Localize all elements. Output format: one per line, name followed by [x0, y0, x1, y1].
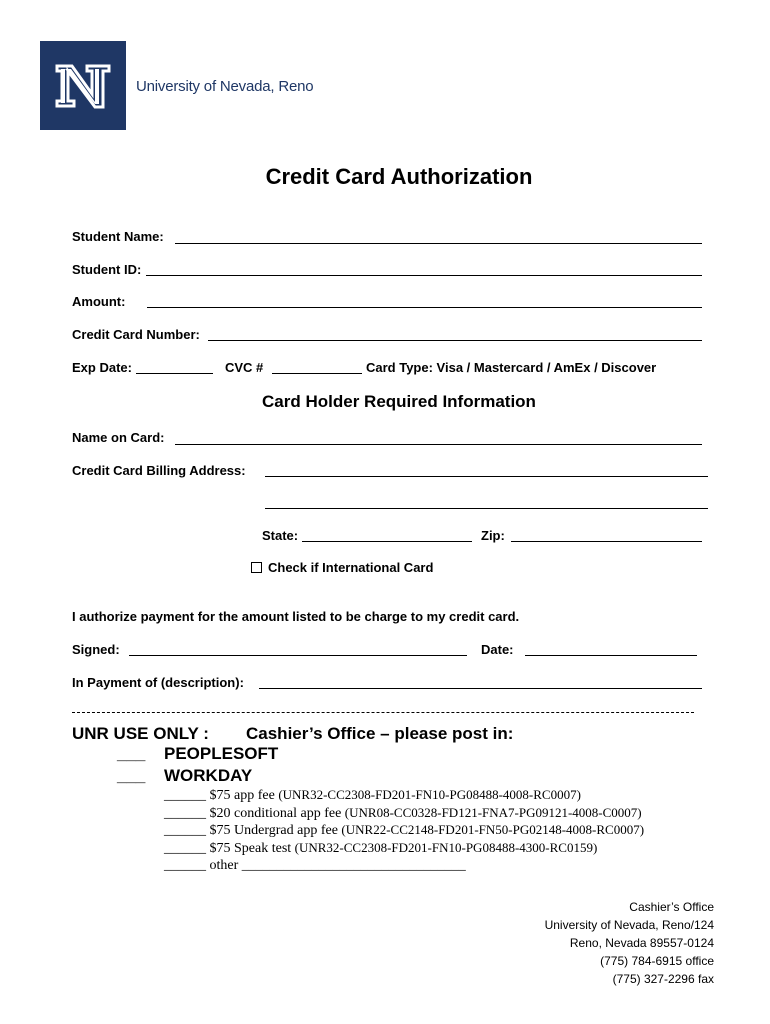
fee-code: (UNR08-CC0328-FD121-FNA7-PG09121-4008-C0007)	[344, 805, 642, 820]
fee-item-other	[164, 858, 466, 874]
student-name-label: Student Name:	[72, 229, 164, 244]
footer-line: Cashier’s Office	[629, 900, 714, 914]
fee-text: $75 app fee	[209, 788, 275, 803]
signed-label: Signed:	[72, 642, 120, 657]
other-label: other	[209, 858, 239, 873]
fee-item	[164, 805, 642, 822]
international-checkbox[interactable]	[251, 562, 262, 573]
footer-line: University of Nevada, Reno/124	[544, 918, 714, 932]
block-n-logo-icon	[40, 41, 126, 130]
page-title: Credit Card Authorization	[265, 164, 533, 189]
fee-text: $20 conditional app fee	[209, 806, 342, 821]
name-on-card-label: Name on Card:	[72, 430, 165, 445]
date-label: Date:	[481, 642, 514, 657]
fee-text: $75 Speak test	[209, 841, 292, 856]
amount-label: Amount:	[72, 294, 126, 309]
signature-line[interactable]	[129, 655, 467, 656]
fee-code: (UNR32-CC2308-FD201-FN10-PG08488-4008-RC0007)	[278, 787, 581, 802]
card-holder-heading: Card Holder Required Information	[262, 392, 536, 411]
fee-item	[164, 787, 581, 804]
workday-blank[interactable]: ___	[117, 766, 146, 785]
fee-blank[interactable]: ______	[164, 806, 206, 821]
cashier-address-block	[545, 898, 714, 988]
exp-date-label: Exp Date:	[72, 360, 132, 375]
international-label: Check if International Card	[268, 560, 434, 575]
in-payment-line[interactable]	[259, 688, 702, 689]
workday-label: WORKDAY	[164, 766, 253, 785]
billing-address-line-1[interactable]	[265, 476, 708, 477]
cashier-instruction: Cashier’s Office – please post in:	[246, 724, 514, 743]
student-id-line[interactable]	[146, 275, 702, 276]
amount-line[interactable]	[147, 307, 702, 308]
fee-text: $75 Undergrad app fee	[209, 823, 338, 838]
peoplesoft-blank[interactable]: ___	[117, 744, 146, 763]
card-number-label: Credit Card Number:	[72, 327, 200, 342]
billing-address-label: Credit Card Billing Address:	[72, 463, 246, 478]
peoplesoft-label: PEOPLESOFT	[164, 744, 279, 763]
fee-blank[interactable]: ______	[164, 858, 206, 873]
fee-item	[164, 840, 597, 857]
date-line[interactable]	[525, 655, 697, 656]
international-card-option[interactable]	[251, 560, 433, 575]
name-on-card-line[interactable]	[175, 444, 702, 445]
state-line[interactable]	[302, 541, 472, 542]
cvc-label: CVC #	[225, 360, 264, 375]
university-logo	[40, 41, 126, 130]
exp-date-line[interactable]	[136, 373, 213, 374]
student-name-line[interactable]	[175, 243, 702, 244]
card-type-label: Card Type: Visa / Mastercard / AmEx / Discover	[366, 360, 657, 375]
fee-blank[interactable]: ______	[164, 788, 206, 803]
billing-address-line-2[interactable]	[265, 508, 708, 509]
student-id-label: Student ID:	[72, 262, 142, 277]
zip-label: Zip:	[481, 528, 505, 543]
state-label: State:	[262, 528, 299, 543]
fee-code: (UNR32-CC2308-FD201-FN10-PG08488-4300-RC0159)	[294, 840, 598, 855]
fee-item	[164, 822, 644, 839]
authorization-statement: I authorize payment for the amount listed to be charge to my credit card.	[72, 609, 520, 624]
fee-code: (UNR22-CC2148-FD201-FN50-PG02148-4008-RC0007)	[341, 822, 645, 837]
cvc-line[interactable]	[272, 373, 362, 374]
card-number-line[interactable]	[208, 340, 702, 341]
footer-line: (775) 327-2296 fax	[612, 972, 714, 986]
in-payment-label: In Payment of (description):	[72, 675, 244, 690]
footer-line: (775) 784-6915 office	[600, 954, 714, 968]
footer-line: Reno, Nevada 89557-0124	[569, 936, 714, 950]
fee-blank[interactable]: ______	[164, 841, 206, 856]
fee-blank[interactable]: ______	[164, 823, 206, 838]
zip-line[interactable]	[511, 541, 702, 542]
unr-use-only-label: UNR USE ONLY :	[72, 724, 209, 743]
university-name: University of Nevada, Reno	[136, 78, 314, 95]
cut-divider	[72, 712, 694, 713]
other-line[interactable]: ________________________________	[241, 858, 466, 873]
